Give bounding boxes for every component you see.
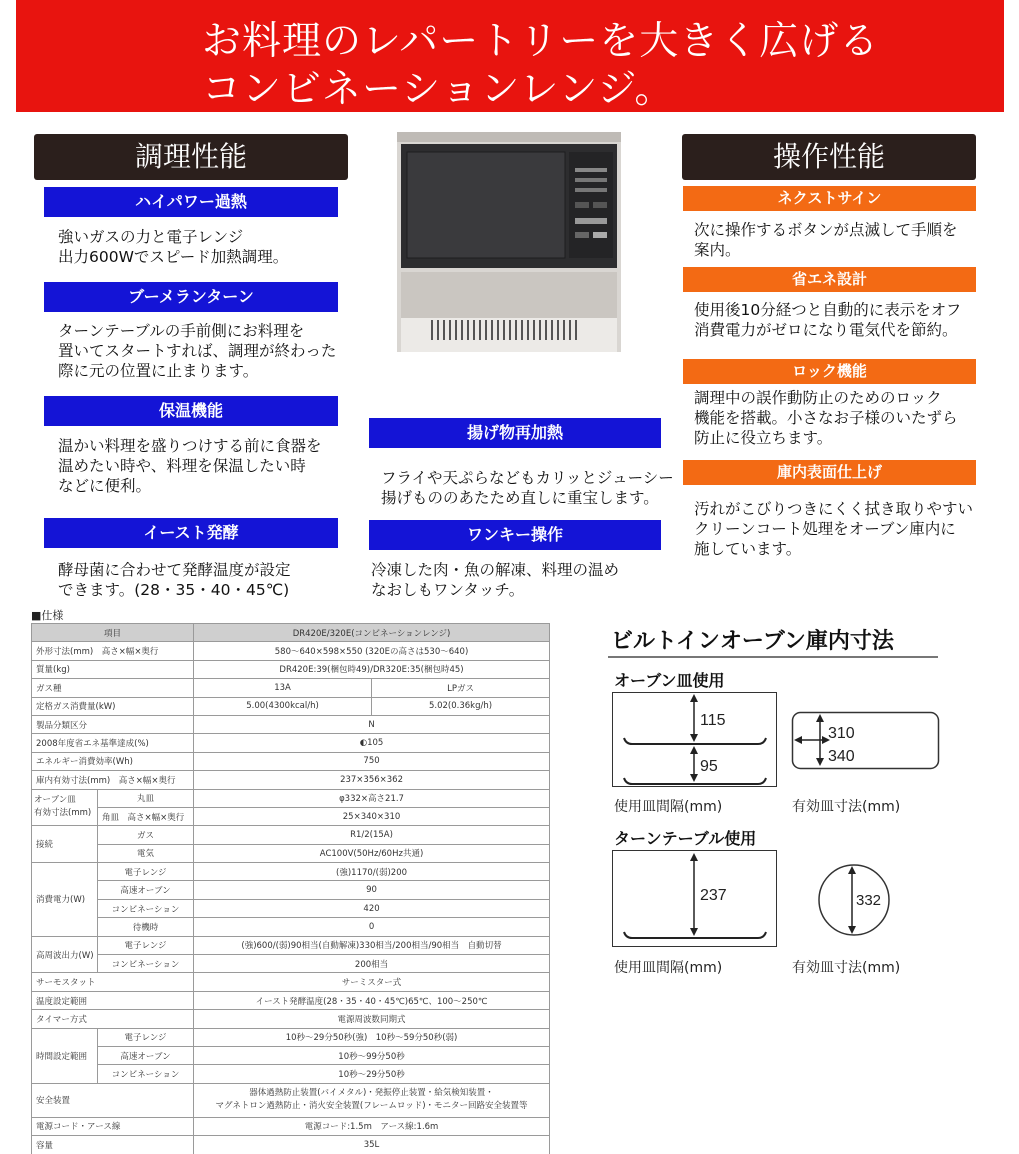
- spec-table: [31, 623, 550, 1154]
- table-row: 安全装置 器体過熱防止装置(バイメタル)・発振停止装置・給気検知装置・ マグネトロン過熱防止・消火安全装置(フレームロッド)・モニター回路安全装置等: [32, 1083, 550, 1117]
- oven-dish-heading: オーブン皿使用: [614, 671, 725, 690]
- table-row: コンビネーション 420: [32, 899, 550, 917]
- turntable-heading: ターンテーブル使用: [614, 829, 757, 848]
- oven-image: [397, 132, 621, 352]
- feature-label-one-key: ワンキー操作: [369, 520, 661, 550]
- oven-dish-caption-spacing: 使用皿間隔(mm): [614, 799, 723, 815]
- feature-desc-lock: 調理中の誤作動防止のためのロック 機能を搭載。小さなお子様のいたずら 防止に役立ちます。: [694, 389, 958, 447]
- feature-label-lock: ロック機能: [683, 359, 976, 384]
- table-row: タイマー方式 電源周波数同期式: [32, 1010, 550, 1028]
- oven-dish-spacing-diagram: [612, 692, 778, 788]
- table-row: オーブン皿 有効寸法(mm) 丸皿 φ332×高さ21.7: [32, 789, 550, 807]
- feature-label-keep-warm: 保温機能: [44, 396, 338, 426]
- turntable-caption-spacing: 使用皿間隔(mm): [614, 960, 723, 976]
- table-row: 高速オーブン 10秒〜99分50秒: [32, 1046, 550, 1064]
- table-row: ガス種 13A LPガス: [32, 679, 550, 697]
- table-row: 定格ガス消費量(kW) 5.00(4300kcal/h) 5.02(0.36kg/h): [32, 697, 550, 715]
- builtin-divider: [608, 656, 938, 658]
- dish-depth-value: 340: [828, 748, 855, 765]
- lower-spacing-value: 95: [700, 758, 718, 775]
- table-row: 高周波出力(W) 電子レンジ (強)600/(弱)90相当(自動解凍)330相当/200相当/90相当 自動切替: [32, 936, 550, 954]
- table-row: 電気 AC100V(50Hz/60Hz共通): [32, 844, 550, 862]
- feature-label-energy-saving: 省エネ設計: [683, 267, 976, 292]
- table-row: 庫内有効寸法(mm) 高さ×幅×奥行 237×356×362: [32, 771, 550, 789]
- turntable-diameter-diagram: [816, 862, 892, 938]
- feature-label-fry-reheat: 揚げ物再加熱: [369, 418, 661, 448]
- feature-label-interior-finish: 庫内表面仕上げ: [683, 460, 976, 485]
- feature-label-yeast: イースト発酵: [44, 518, 338, 548]
- table-row: エネルギー消費効率(Wh) 750: [32, 752, 550, 770]
- builtin-title: ビルトインオーブン庫内寸法: [611, 629, 894, 654]
- table-row: 電源コード・アース線 電源コード:1.5m アース線:1.6m: [32, 1117, 550, 1135]
- table-row: 外形寸法(mm) 高さ×幅×奥行 580〜640×598×550 (320Eの高さは530〜640): [32, 642, 550, 660]
- table-row: サーモスタット サーミスター式: [32, 973, 550, 991]
- feature-label-boomerang: ブーメランターン: [44, 282, 338, 312]
- turntable-height-diagram: [612, 850, 778, 948]
- turntable-height-value: 237: [700, 887, 727, 904]
- header-banner: [16, 0, 1004, 112]
- table-row: 消費電力(W) 電子レンジ (強)1170/(弱)200: [32, 863, 550, 881]
- table-row: 接続 ガス R1/2(15A): [32, 826, 550, 844]
- feature-desc-next-sign: 次に操作するボタンが点滅して手順を 案内。: [694, 221, 958, 259]
- oven-dish-size-diagram: [790, 710, 942, 774]
- feature-desc-one-key: 冷凍した肉・魚の解凍、料理の温め なおしもワンタッチ。: [371, 561, 620, 599]
- feature-desc-energy-saving: 使用後10分経つと自動的に表示をオフ 消費電力がゼロになり電気代を節約。: [694, 301, 962, 339]
- table-row: コンビネーション 200相当: [32, 955, 550, 973]
- feature-label-high-power: ハイパワー過熱: [44, 187, 338, 217]
- spec-title: ■仕様: [31, 609, 64, 622]
- table-row: 待機時 0: [32, 918, 550, 936]
- table-row: 項目 DR420E/320E(コンビネーションレンジ): [32, 624, 550, 642]
- feature-desc-boomerang: ターンテーブルの手前側にお料理を 置いてスタートすれば、調理が終わった 際に元の位置に止まります。: [58, 322, 337, 380]
- feature-label-next-sign: ネクストサイン: [683, 186, 976, 211]
- banner-line-1: お料理のレパートリーを大きく広げる: [202, 19, 880, 64]
- banner-line-2: コンビネーションレンジ。: [202, 67, 675, 112]
- feature-desc-keep-warm: 温かい料理を盛りつけする前に食器を 温めたい時や、料理を保温したい時 などに便利。: [58, 437, 322, 495]
- feature-desc-fry-reheat: フライや天ぷらなどもカリッとジューシー 揚げもののあたため直しに重宝します。: [381, 469, 674, 507]
- table-row: 温度設定範囲 イースト発酵温度(28・35・40・45℃)65℃、100〜250℃: [32, 991, 550, 1009]
- feature-desc-yeast: 酵母菌に合わせて発酵温度が設定 できます。(28・35・40・45℃): [58, 561, 291, 599]
- feature-desc-high-power: 強いガスの力と電子レンジ 出力600Wでスピード加熱調理。: [58, 228, 289, 266]
- table-row: 容量 35L: [32, 1136, 550, 1154]
- table-row: 2008年度省エネ基準達成(%) ◐105: [32, 734, 550, 752]
- table-row: 角皿 高さ×幅×奥行 25×340×310: [32, 807, 550, 825]
- cooking-heading: 調理性能: [34, 134, 348, 180]
- turntable-caption-size: 有効皿寸法(mm): [792, 960, 901, 976]
- turntable-diameter-value: 332: [856, 892, 882, 909]
- table-row: 質量(kg) DR420E:39(梱包時49)/DR320E:35(梱包時45): [32, 660, 550, 678]
- table-row: 時間設定範囲 電子レンジ 10秒〜29分50秒(強) 10秒〜59分50秒(弱): [32, 1028, 550, 1046]
- table-row: 製品分類区分 N: [32, 715, 550, 733]
- feature-desc-interior-finish: 汚れがこびりつきにくく拭き取りやすい クリーンコート処理をオーブン庫内に 施しています。: [694, 500, 974, 558]
- table-row: コンビネーション 10秒〜29分50秒: [32, 1065, 550, 1083]
- dish-width-value: 310: [828, 725, 855, 742]
- oven-dish-caption-size: 有効皿寸法(mm): [792, 799, 901, 815]
- upper-spacing-value: 115: [700, 712, 726, 729]
- table-row: 高速オーブン 90: [32, 881, 550, 899]
- operation-heading: 操作性能: [682, 134, 976, 180]
